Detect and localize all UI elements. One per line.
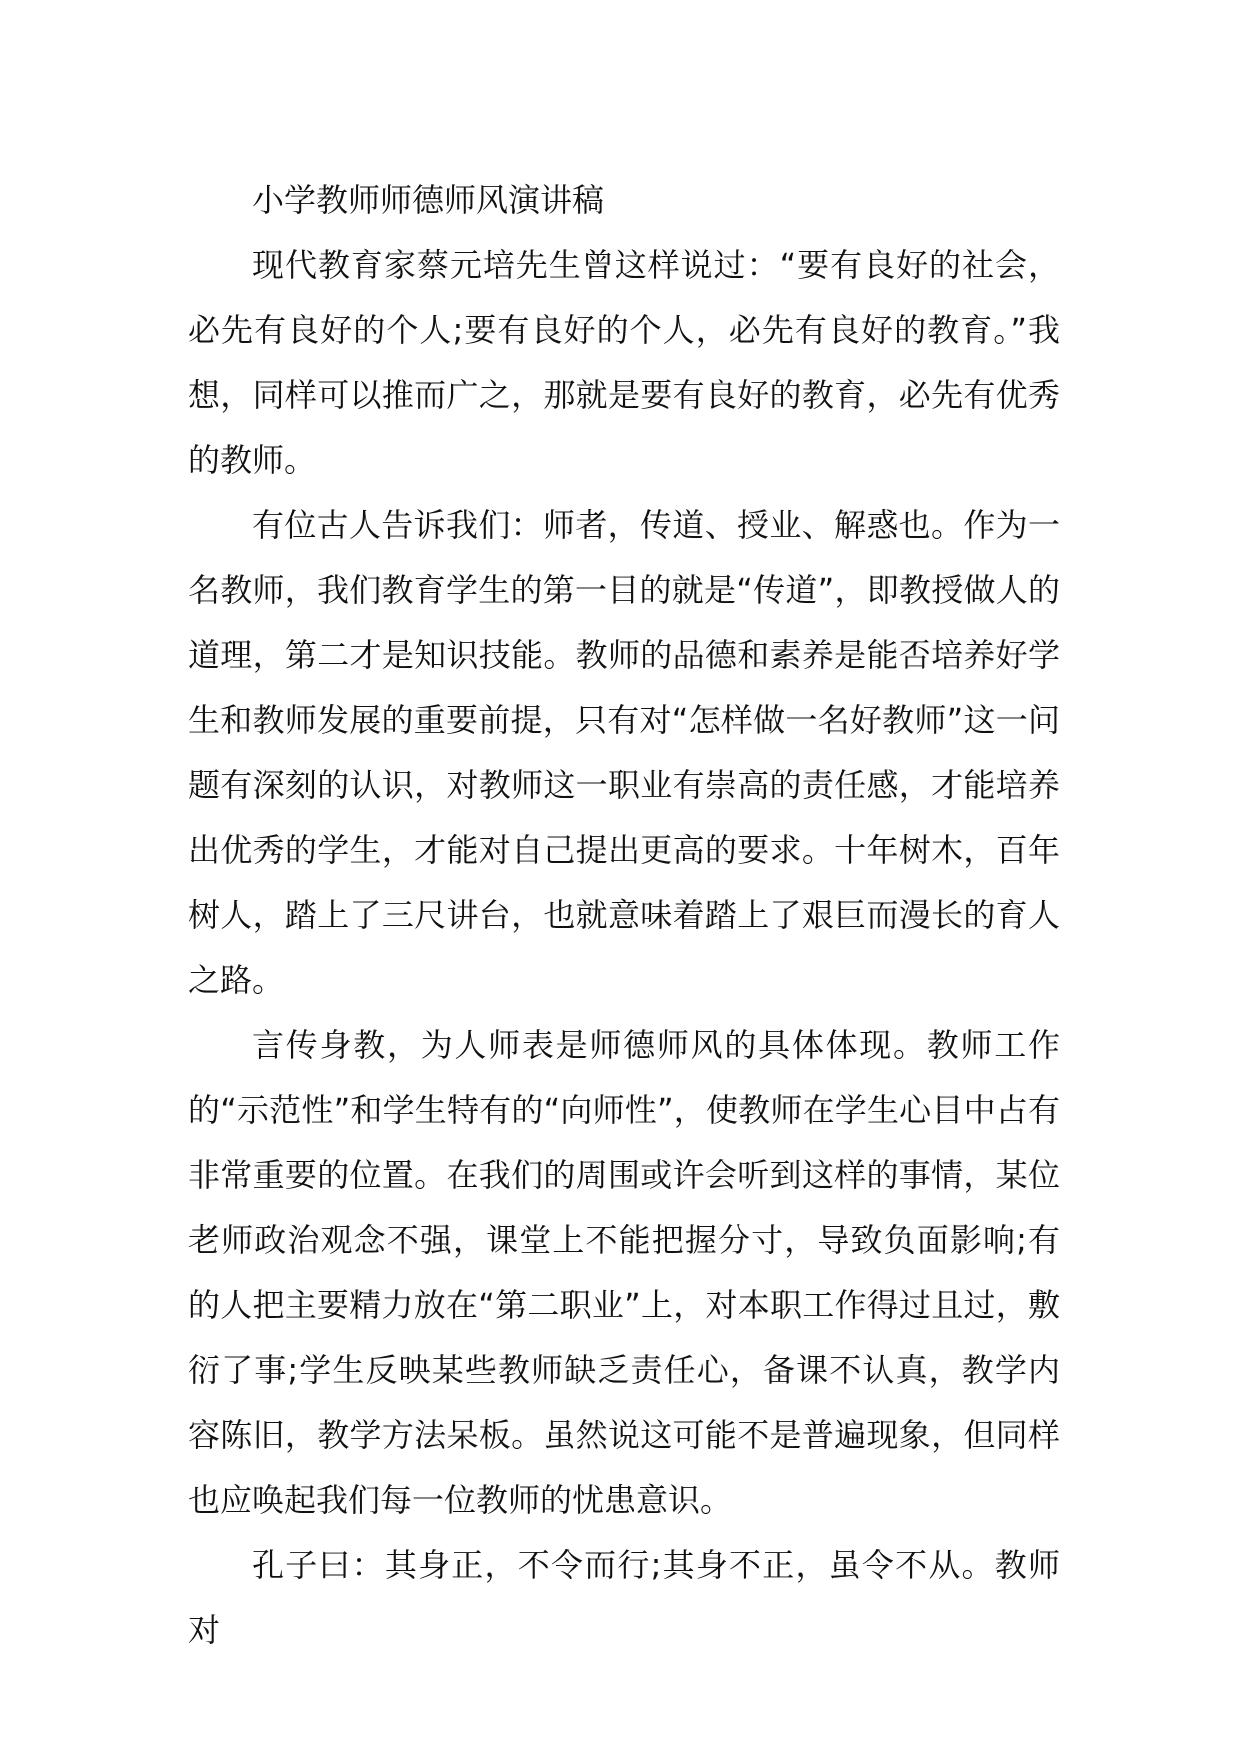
document-body [188,168,1060,1663]
paragraph-3: 言传身教，为人师表是师德师风的具体体现。教师工作的“示范性”和学生特有的“向师性”，使教师在学生心目中占有非常重要的位置。在我们的周围或许会听到这样的事情，某位老师政治观念不强，课堂上不能把握分寸，导致负面影响;有的人把主要精力放在“第二职业”上，对本职工作得过且过，敷衍了事;学生反映某些教师缺乏责任心，备课不认真，教学内容陈旧，教学方法呆板。虽然说这可能不是普遍现象，但同样也应唤起我们每一位教师的忧患意识。 [188,1026,1060,1519]
document-title: 小学教师师德师风演讲稿 [252,181,605,219]
paragraph-2: 有位古人告诉我们：师者，传道、授业、解惑也。作为一名教师，我们教育学生的第一目的就是“传道”，即教授做人的道理，第二才是知识技能。教师的品德和素养是能否培养好学生和教师发展的重要前提，只有对“怎样做一名好教师”这一问题有深刻的认识，对教师这一职业有崇高的责任感，才能培养出优秀的学生，才能对自己提出更高的要求。十年树木，百年树人，踏上了三尺讲台，也就意味着踏上了艰巨而漫长的育人之路。 [188,506,1060,999]
paragraph-1: 现代教育家蔡元培先生曾这样说过：“要有良好的社会，必先有良好的个人;要有良好的个人，必先有良好的教育。”我想，同样可以推而广之，那就是要有良好的教育，必先有优秀的教师。 [188,246,1060,479]
paragraph-4: 孔子曰：其身正，不令而行;其身不正，虽令不从。教师对 [188,1546,1060,1649]
